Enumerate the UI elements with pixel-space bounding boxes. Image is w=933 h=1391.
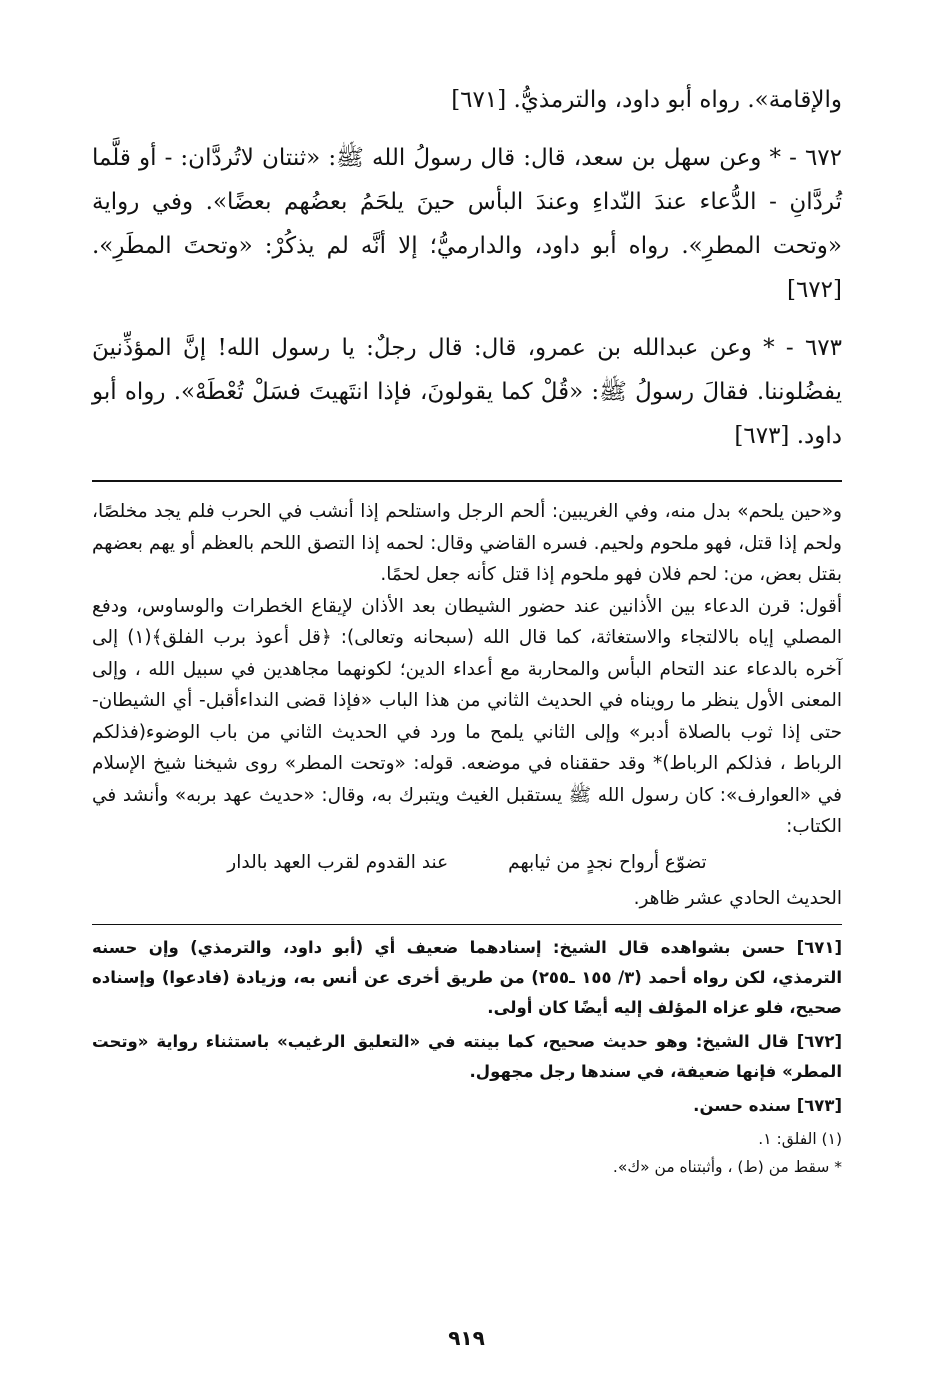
hadith-671-ending: والإقامة». رواه أبو داود، والترمذيُّ. [٦٧١]	[451, 87, 842, 113]
commentary	[92, 496, 842, 914]
note-672: [٦٧٢] قال الشيخ: وهو حديث صحيح، كما بينته في «التعليق الرغيب» باستثناء رواية «وتحت المطر» فإنها ضعيفة، في سندها رجل مجهول.	[92, 1032, 842, 1081]
commentary-paragraph: و«حين يلحم» بدل منه، وفي الغريبين: ألحم الرجل واستلحم إذا أنشب في الحرب فلم يجد مخلصًا، ولحم إذا قتل، فهو ملحوم ولحيم. فسره القاضي وقال: لحمه إذا التصق اللحم بالعظم أو يهم بعضهم بقتل بعض، من: لحم فلان فهو ملحوم إذا قتل كأنه جعل لحمًا.	[92, 501, 842, 585]
footnote-star: * سقط من (ط) ، وأثبتناه من «ك».	[612, 1158, 842, 1176]
commentary-closing: الحديث الحادي عشر ظاهر.	[633, 887, 842, 909]
footnote-1: (١) الفلق: ١.	[758, 1130, 842, 1148]
poem-first-hemistich: تضوّع أرواح نجدٍ من ثيابهم	[508, 851, 707, 873]
note-673: [٦٧٣] سنده حسن.	[693, 1096, 842, 1115]
hadith-672: ٦٧٢ - * وعن سهل بن سعد، قال: قال رسولُ الله ﷺ: «ثنتان لاتُردَّان: - أو قلَّما تُردَّانِ - الدُّعاء عندَ النّداءِ وعندَ البأس حينَ يلحَمُ بعضُهم بعضًا». وفي رواية «وتحت المطرِ». رواه أبو داود، والدارميُّ؛ إلا أنَّه لم يذكُرْ: «وتحتَ المطَرِ». [٦٧٢]	[92, 145, 842, 303]
footnotes	[92, 933, 842, 1181]
page-body	[92, 78, 842, 1181]
hadith-673: ٦٧٣ - * وعن عبدالله بن عمرو، قال: قال رجلٌ: يا رسول الله! إنَّ المؤذِّنينَ يفضُلوننا. فقالَ رسولُ ﷺ: «قُلْ كما يقولونَ، فإذا انتَهيتَ فسَلْ تُعْطَهْ». رواه أبو داود. [٦٧٣]	[92, 335, 842, 449]
poem-verse	[92, 845, 842, 881]
notes-divider	[92, 924, 842, 925]
page-number: ٩١٩	[448, 1326, 485, 1350]
main-divider	[92, 480, 842, 482]
note-671: [٦٧١] حسن بشواهده قال الشيخ: إسنادهما ضعيف أي (أبو داود، والترمذي) وإن حسنه الترمذي، لكن رواه أحمد (٣/ ١٥٥ ـ٢٥٥) من طريق أخرى عن أنس به، وزيادة (فادعوا) وإسناده صحيح، فلو عزاه المؤلف إليه أيضًا كان أولى.	[92, 938, 842, 1017]
hadith-text	[92, 78, 842, 458]
commentary-paragraph: أقول: قرن الدعاء بين الأذانين عند حضور الشيطان بعد الأذان لإيقاع الخطرات والوساوس، ودفع المصلي إياه بالالتجاء والاستغاثة، كما قال الله (سبحانه وتعالى): ﴿قل أعوذ برب الفلق﴾(١) إلى آخره بالدعاء عند التحام البأس والمحاربة مع أعداء الدين؛ لكونهما مجاهدين في سبيل الله ، وإلى المعنى الأول ينظر ما رويناه في الحديث الثاني من هذا الباب «فإذا قضى النداءأقبل- أي الشيطان- حتى إذا ثوب بالصلاة أدبر» وإلى الثاني يلمح ما ورد في الحديث الثاني من باب الوضوء(فذلكم الرباط ، فذلكم الرباط)* وقد حققناه في موضعه. قوله: «وتحت المطر» روى شيخنا شيخ الإسلام في «العوارف»: كان رسول الله ﷺ يستقبل الغيث ويتبرك به، وقال: «حديث عهد بربه» وأنشد في الكتاب:	[92, 595, 842, 837]
poem-second-hemistich: عند القدوم لقرب العهد بالدار	[227, 851, 449, 873]
